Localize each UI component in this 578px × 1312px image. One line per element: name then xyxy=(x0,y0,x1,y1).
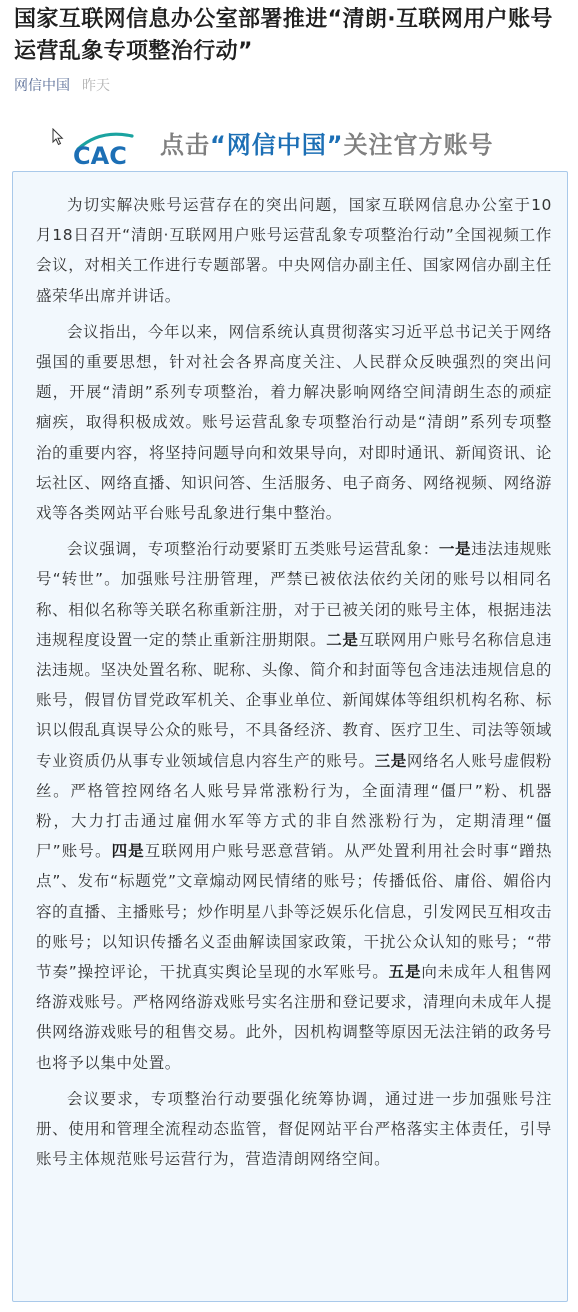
keyword-third: 三是 xyxy=(374,751,407,770)
item-3-text: 网络名人账号虚假粉丝。严格管控网络名人账号异常涨粉行为，全面清理“僵尸”粉、机器粉，大力打击通过雇佣水军等方式的非自然涨粉行为，定期清理“僵尸”账号。 xyxy=(36,751,553,861)
keyword-first: 一是 xyxy=(438,540,472,559)
item-5-text: 向未成年人租售网络游戏账号。严格网络游戏账号实名注册和登记要求，清理向未成年人提供网络游戏账号的租售交易。此外，因机构调整等原因无法注销的政务号也将予以集中处置。 xyxy=(36,963,552,1072)
keyword-fifth: 五是 xyxy=(388,963,422,982)
item-1-text: 违法违规账号“转世”。加强账号注册管理，严禁已被依法依约关闭的账号以相同名称、相似名称等关联名称重新注册，对于已被关闭的账号主体，根据违法违规程度设置一定的禁止重新注册期限。 xyxy=(36,540,552,649)
article-content-box xyxy=(12,171,568,1302)
paragraph-4: 会议要求，专项整治行动要强化统筹协调，通过进一步加强账号注册、使用和管理全流程动态监管，督促网站平台严格落实主体责任，引导账号主体规范账号运营行为，营造清朗网络空间。 xyxy=(36,1089,552,1169)
article-body xyxy=(36,190,552,1181)
item-2-text: 互联网用户账号名称信息违法违规。坚决处置名称、昵称、头像、简介和封面等包含违法违规信息的账号，假冒仿冒党政军机关、企事业单位、新闻媒体等组织机构名称、标识以假乱真误导公众的账号，不具备经济、教育、医疗卫生、司法等领域专业资质仍从事专业领域信息内容生产的账号。 xyxy=(36,630,553,770)
publish-time: 昨天 xyxy=(82,78,110,94)
paragraph-3-intro: 会议强调，专项整治行动要紧盯五类账号运营乱象： xyxy=(67,540,439,559)
paragraph-2: 会议指出，今年以来，网信系统认真贯彻落实习近平总书记关于网络强国的重要思想，针对社会各界高度关注、人民群众反映强烈的突出问题，开展“清朗”系列专项整治，着力解决影响网络空间清朗生态的顽症痼疾，取得积极成效。账号运营乱象专项整治行动是“清朗”系列专项整治的重要内容，将坚持问题导向和效果导向，对即时通讯、新闻资讯、论坛社区、网络直播、知识问答、生活服务、电子商务、网络视频、网络游戏等各类网站平台账号乱象进行集中整治。 xyxy=(36,322,552,523)
item-4-text: 互联网用户账号恶意营销。从严处置利用社会时事“蹭热点”、发布“标题党”文章煽动网民情绪的账号；传播低俗、庸俗、媚俗内容的直播、主播账号；炒作明星八卦等泛娱乐化信息，引发网民互相攻击的账号；以知识传播名义歪曲解读国家政策，干扰公众认知的账号；“带节奏”操控评论，干扰真实舆论呈现的水军账号。 xyxy=(36,842,552,982)
account-name-link[interactable]: 网信中国 xyxy=(14,78,70,94)
paragraph-3 xyxy=(36,534,552,1078)
paragraph-1: 为切实解决账号运营存在的突出问题，国家互联网信息办公室于10月18日召开“清朗·互联网用户账号运营乱象专项整治行动”全国视频工作会议，对相关工作进行专题部署。中央网信办副主任、国家网信办副主任盛荣华出席并讲话。 xyxy=(36,196,552,305)
cac-logo-icon[interactable] xyxy=(70,127,146,167)
banner-prefix: 点击 xyxy=(160,131,210,159)
follow-banner[interactable] xyxy=(160,128,494,162)
keyword-second: 二是 xyxy=(326,630,359,649)
cursor-icon xyxy=(52,128,64,146)
banner-suffix: 关注官方账号 xyxy=(343,131,494,159)
logo-text: CAC xyxy=(73,142,127,167)
article-meta xyxy=(14,76,110,96)
keyword-fourth: 四是 xyxy=(111,842,145,861)
article-title: 国家互联网信息办公室部署推进“清朗·互联网用户账号运营乱象专项整治行动” xyxy=(14,7,553,64)
banner-account-highlight: “网信中国” xyxy=(210,131,344,159)
